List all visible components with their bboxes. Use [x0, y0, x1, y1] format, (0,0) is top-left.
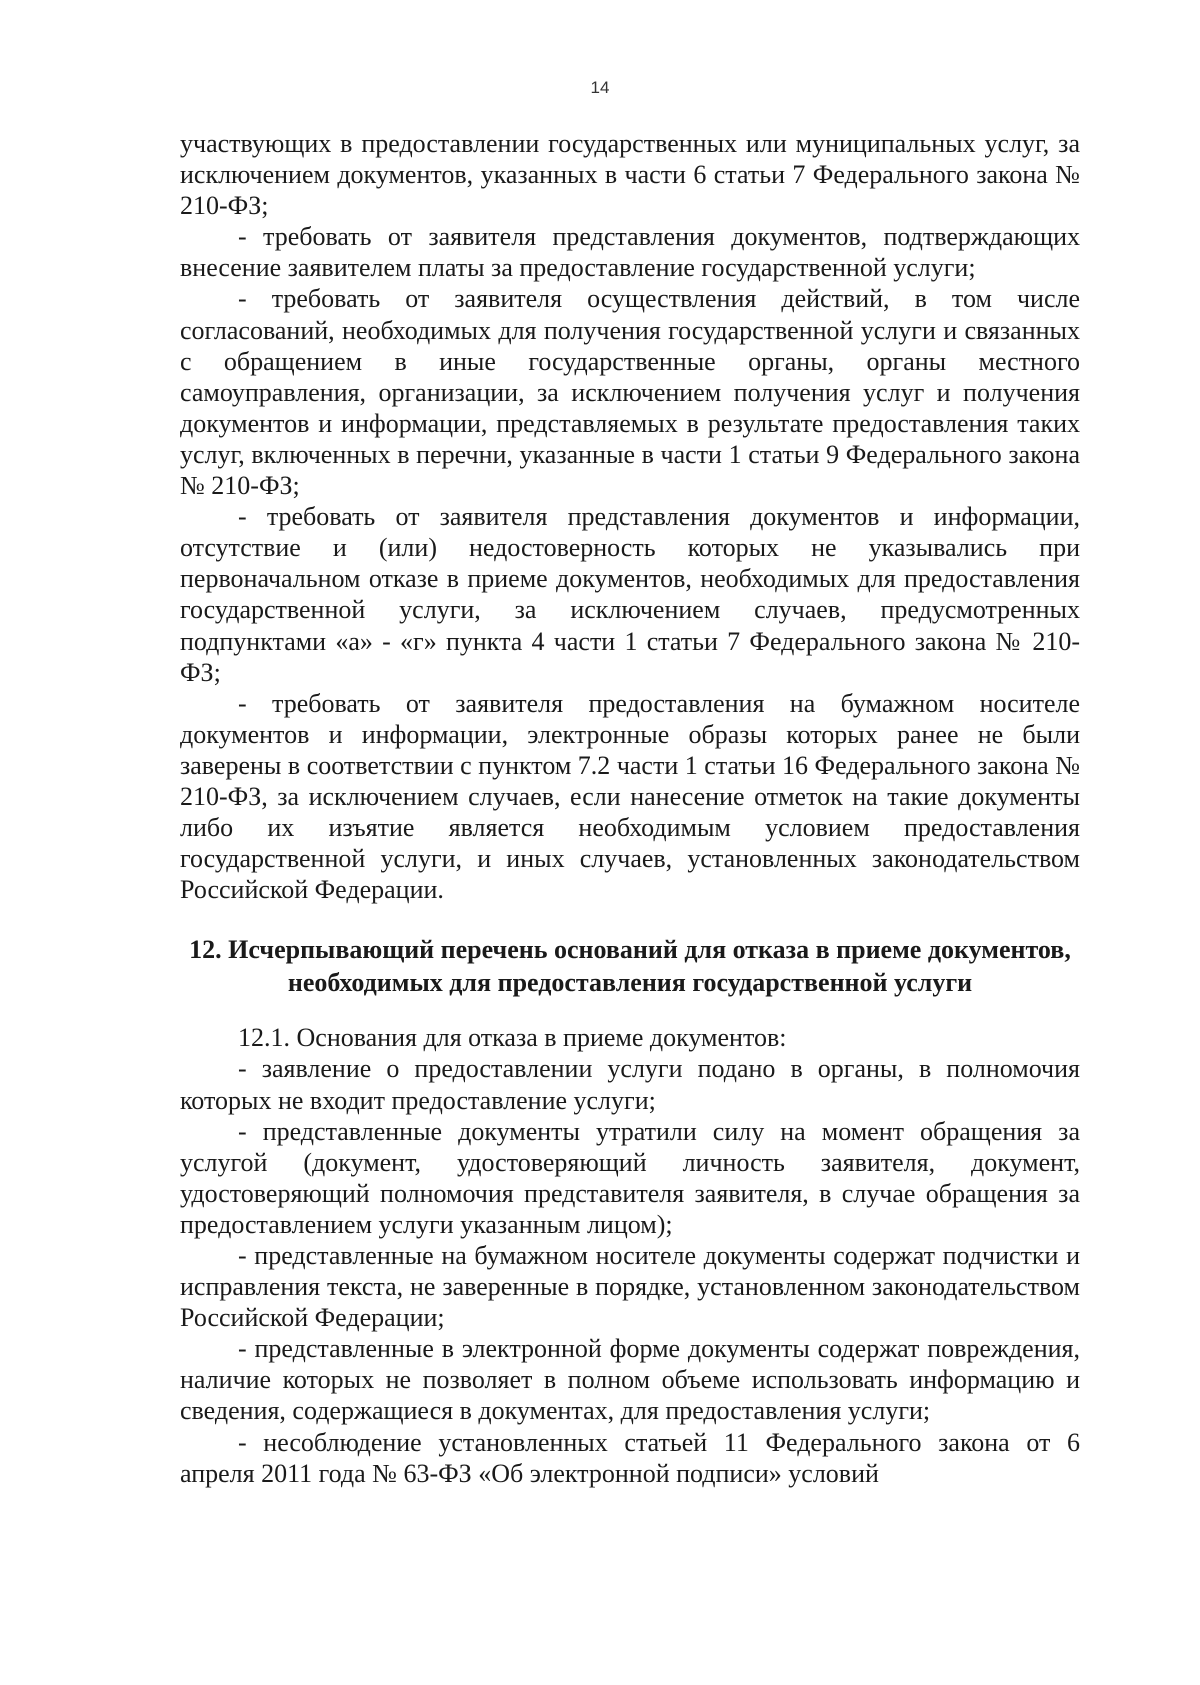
paragraph-continuation: участвующих в предоставлении государственных или муниципальных услуг, за исключением документов, указанных в части 6 статьи 7 Федерального закона № 210-ФЗ;	[180, 129, 1080, 221]
document-body	[180, 128, 1080, 1489]
section-12-1-intro: 12.1. Основания для отказа в приеме документов:	[238, 1023, 787, 1053]
refusal-ground-wrong-authority: - заявление о предоставлении услуги подано в органы, в полномочия которых не входит предоставление услуги;	[180, 1054, 1080, 1115]
page-number: 14	[590, 78, 610, 97]
refusal-ground-signature-conditions: - несоблюдение установленных статьей 11 Федерального закона от 6 апреля 2011 года № 63-ФЗ «Об электронной подписи» условий	[180, 1427, 1080, 1488]
refusal-ground-corrections: - представленные на бумажном носителе документы содержат подчистки и исправления текста, не заверенные в порядке, установленном законодательством Российской Федерации;	[180, 1241, 1080, 1333]
paragraph-payment-documents: - требовать от заявителя представления документов, подтверждающих внесение заявителем платы за предоставление государственной услуги;	[180, 222, 1080, 283]
section-heading: 12. Исчерпывающий перечень оснований для отказа в приеме документов, необходимых для предоставления государственной услуги	[189, 935, 1071, 998]
paragraph-actions-approvals: - требовать от заявителя осуществления действий, в том числе согласований, необходимых для получения государственной услуги и связанных с обращением в иные государственные органы, органы местного самоуправления, организации, за исключением получения услуг и получения документов и информации, представляемых в результате предоставления таких услуг, включенных в перечни, указанные в части 1 статьи 9 Федерального закона № 210-ФЗ;	[180, 284, 1080, 501]
paragraph-missing-documents: - требовать от заявителя представления документов и информации, отсутствие и (или) недостоверность которых не указывались при первоначальном отказе в приеме документов, необходимых для предоставления государственной услуги, за исключением случаев, предусмотренных подпунктами «а» - «г» пункта 4 части 1 статьи 7 Федерального закона № 210-ФЗ;	[180, 502, 1080, 687]
paragraph-paper-documents: - требовать от заявителя предоставления на бумажном носителе документов и информации, электронные образы которых ранее не были заверены в соответствии с пунктом 7.2 части 1 статьи 16 Федерального закона № 210-ФЗ, за исключением случаев, если нанесение отметок на такие документы либо их изъятие является необходимым условием предоставления государственной услуги, и иных случаев, установленных законодательством Российской Федерации.	[180, 688, 1080, 905]
refusal-ground-damaged-electronic: - представленные в электронной форме документы содержат повреждения, наличие которых не позволяет в полном объеме использовать информацию и сведения, содержащиеся в документах, для предоставления услуги;	[180, 1334, 1080, 1426]
refusal-ground-expired-documents: - представленные документы утратили силу на момент обращения за услугой (документ, удостоверяющий личность заявителя, документ, удостоверяющий полномочия представителя заявителя, в случае обращения за предоставлением услуги указанным лицом);	[180, 1116, 1080, 1239]
